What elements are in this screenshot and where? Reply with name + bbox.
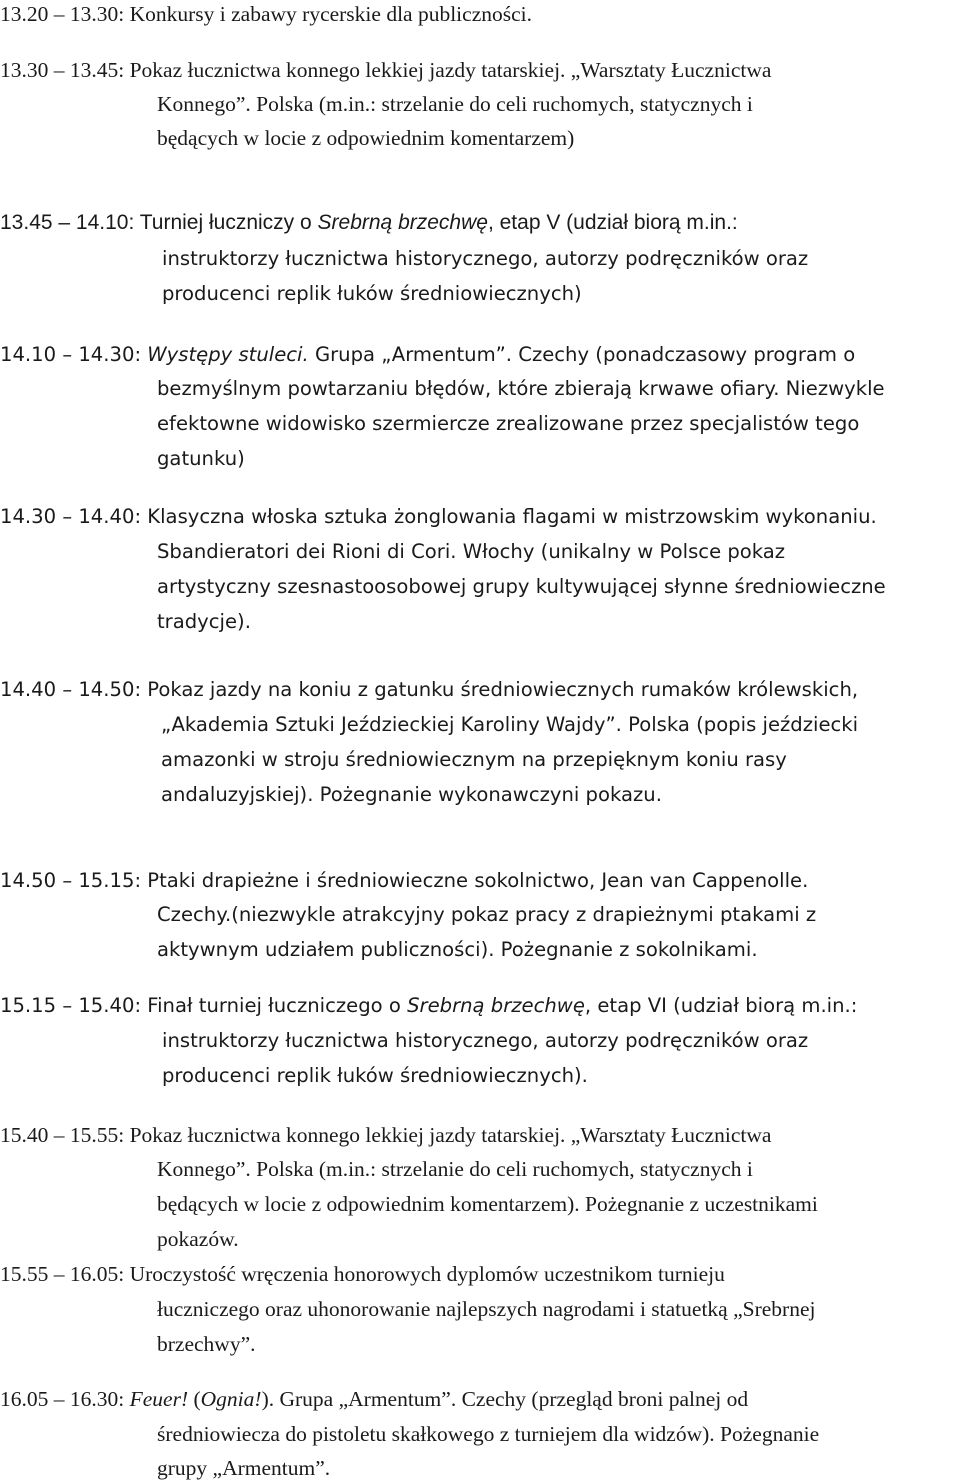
text-segment: , etap VI (udział biorą m.in.: <box>584 994 858 1017</box>
text-line: średniowiecza do pistoletu skałkowego z turniejem dla widzów). Pożegnanie <box>157 1422 820 1446</box>
text-line: gatunku) <box>157 447 245 470</box>
text-line: bezmyślnym powtarzaniu błędów, które zbierają krwawe ofiary. Niezwykle <box>157 377 885 400</box>
text-line: tradycje). <box>157 610 251 633</box>
text-line: 13.20 – 13.30: Konkursy i zabawy rycerskie dla publiczności. <box>0 2 532 26</box>
text-segment: ). Grupa „Armentum”. Czechy (przegląd broni palnej od <box>261 1387 749 1411</box>
text-line: Konnego”. Polska (m.in.: strzelanie do celi ruchomych, statycznych i <box>157 1157 753 1181</box>
text-segment: ( <box>188 1387 201 1411</box>
text-line: grupy „Armentum”. <box>157 1456 331 1480</box>
text-line: Konnego”. Polska (m.in.: strzelanie do celi ruchomych, statycznych i <box>157 92 753 116</box>
italic-title: Srebrną brzechwę <box>407 994 585 1017</box>
text-line: „Akademia Sztuki Jeździeckiej Karoliny Wajdy”. Polska (popis jeździecki <box>161 713 859 736</box>
text-segment: , etap V (udział biorą m.in.: <box>487 211 738 234</box>
text-segment: 16.05 – 16.30: <box>0 1387 130 1411</box>
text-segment: 13.45 – 14.10: Turniej łuczniczy o <box>0 211 318 234</box>
text-line: 15.55 – 16.05: Uroczystość wręczenia honorowych dyplomów uczestnikom turnieju <box>0 1262 725 1286</box>
italic-title: Srebrną brzechwę <box>317 211 488 234</box>
text-line: efektowne widowisko szermiercze zrealizowane przez specjalistów tego <box>157 412 860 435</box>
text-segment: Grupa „Armentum”. Czechy (ponadczasowy program o <box>308 343 856 366</box>
text-line: 14.40 – 14.50: Pokaz jazdy na koniu z gatunku średniowiecznych rumaków królewskich, <box>0 678 859 701</box>
italic-title: Występy stuleci. <box>147 343 309 366</box>
text-line: amazonki w stroju średniowiecznym na przepięknym koniu rasy <box>161 748 787 771</box>
text-line: 13.30 – 13.45: Pokaz łucznictwa konnego lekkiej jazdy tatarskiej. „Warsztaty Łucznictwa <box>0 58 772 82</box>
text-segment: 15.15 – 15.40: Finał turniej łuczniczego o <box>0 994 408 1017</box>
text-segment: 14.10 – 14.30: <box>0 343 148 366</box>
text-line: będących w locie z odpowiednim komentarzem). Pożegnanie z uczestnikami <box>157 1192 818 1216</box>
text-line <box>0 1386 748 1412</box>
text-line: instruktorzy łucznictwa historycznego, autorzy podręczników oraz <box>162 1029 809 1052</box>
text-line: andaluzyjskiej). Pożegnanie wykonawczyni pokazu. <box>161 783 662 806</box>
text-line: instruktorzy łucznictwa historycznego, autorzy podręczników oraz <box>162 247 809 270</box>
text-line: brzechwy”. <box>157 1332 256 1356</box>
text-line: 14.50 – 15.15: Ptaki drapieżne i średniowieczne sokolnictwo, Jean van Cappenolle. <box>0 869 809 892</box>
text-line: 14.30 – 14.40: Klasyczna włoska sztuka żonglowania flagami w mistrzowskim wykonaniu. <box>0 505 877 528</box>
text-line: pokazów. <box>157 1227 239 1251</box>
text-line: będących w locie z odpowiednim komentarzem) <box>157 126 575 150</box>
text-line: Sbandieratori dei Rioni di Cori. Włochy (unikalny w Polsce pokaz <box>157 540 786 563</box>
text-line: Czechy.(niezwykle atrakcyjny pokaz pracy z drapieżnymi ptakami z <box>157 903 817 926</box>
text-line: aktywnym udziałem publiczności). Pożegnanie z sokolnikami. <box>157 938 758 961</box>
text-line: artystyczny szesnastoosobowej grupy kultywującej słynne średniowieczne <box>157 575 886 598</box>
text-line <box>0 342 855 368</box>
text-line: 15.40 – 15.55: Pokaz łucznictwa konnego lekkiej jazdy tatarskiej. „Warsztaty Łucznictwa <box>0 1123 772 1147</box>
text-line: producenci replik łuków średniowiecznych). <box>162 1064 588 1087</box>
text-line: producenci replik łuków średniowiecznych) <box>162 282 582 305</box>
text-line <box>0 993 857 1019</box>
text-line: łuczniczego oraz uhonorowanie najlepszych nagrodami i statuetką „Srebrnej <box>157 1297 816 1321</box>
text-line <box>0 210 738 236</box>
italic-title: Ognia! <box>200 1387 262 1411</box>
italic-title: Feuer! <box>129 1387 189 1411</box>
